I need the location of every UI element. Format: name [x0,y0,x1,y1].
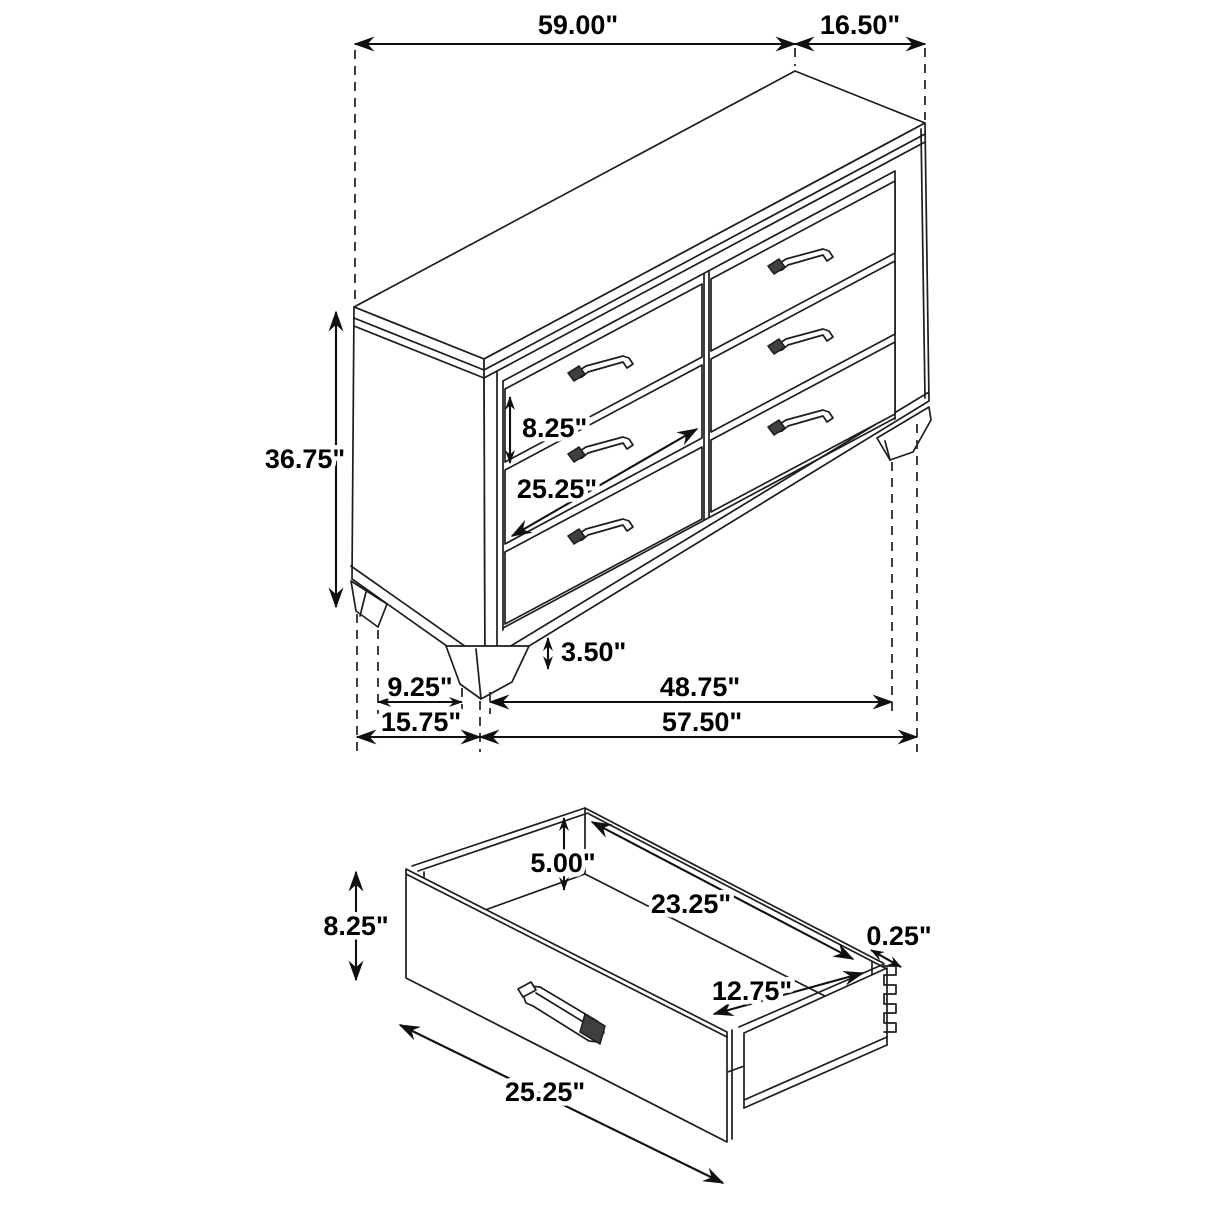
drawer-drawing [406,808,896,1142]
front-foot [446,646,529,699]
dim-label-inner-height: 5.00" [530,848,596,878]
dim-label-top-width: 59.00" [537,10,619,40]
dim-label-top-depth: 16.50" [819,10,901,40]
dim-label-inner-length: 23.25" [650,889,732,919]
dim-label-drawer-face-height: 8.25" [522,413,588,443]
dim-label-side-thickness: 0.25" [866,921,932,951]
dim-label-drawer-face-width: 25.25" [516,474,598,504]
dim-label-foot-spacing: 9.25" [387,672,453,702]
dim-label-overall-width: 57.50" [661,707,743,737]
dresser-drawing [351,71,931,699]
dim-label-front-height: 8.25" [323,911,389,941]
dim-label-front-width: 25.25" [504,1077,586,1107]
dim-label-overall-depth: 15.75" [380,707,462,737]
dim-label-inner-depth: 12.75" [711,976,793,1006]
dim-label-foot-height: 3.50" [561,637,627,667]
dim-label-overall-height: 36.75" [264,444,346,474]
dim-label-base-span: 48.75" [659,672,741,702]
